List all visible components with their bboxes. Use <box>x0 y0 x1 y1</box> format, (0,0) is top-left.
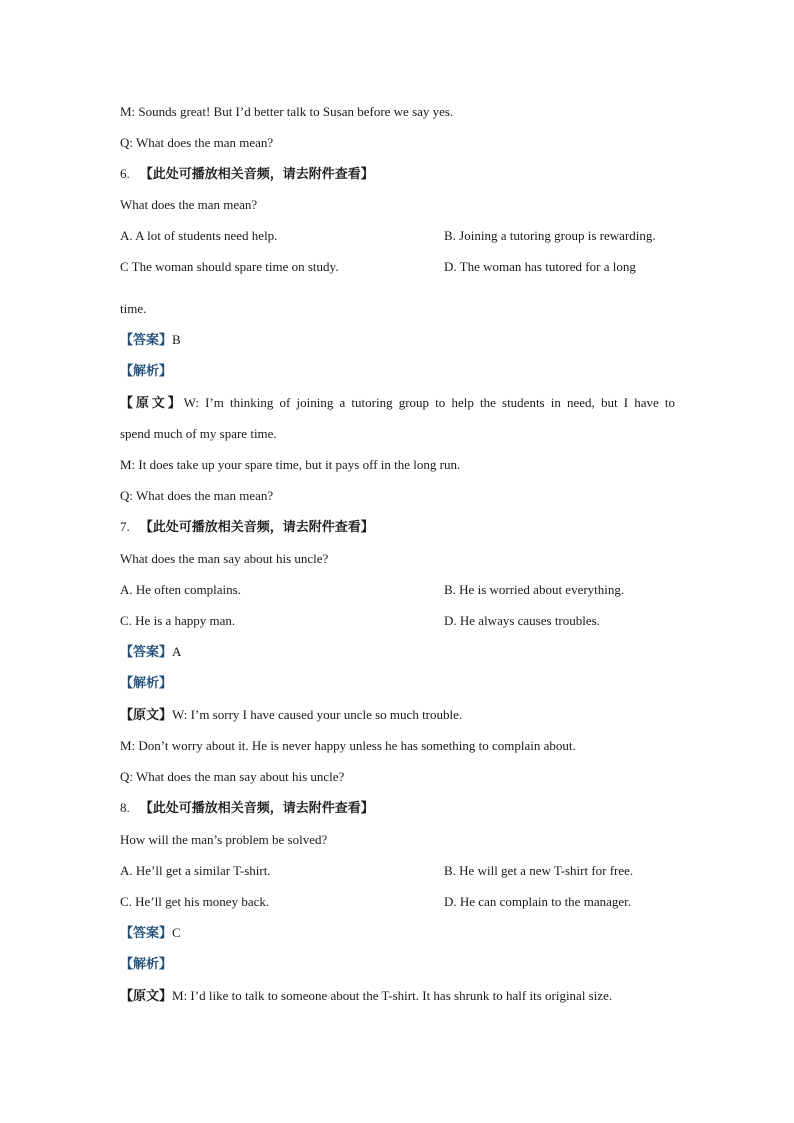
original-text: M: I’d like to talk to someone about the T-shirt. It has shrunk to half its original size. <box>172 988 613 1003</box>
q6-option-a: A. A lot of students need help. <box>120 228 278 243</box>
q7-option-d: D. He always causes troubles. <box>444 613 600 628</box>
q8-answer <box>120 925 181 942</box>
q7-option-b: B. He is worried about everything. <box>444 582 625 597</box>
answer-value: B <box>172 332 181 347</box>
q7-stem: What does the man say about his uncle? <box>120 551 329 566</box>
dialogue-line: M: Sounds great! But I’d better talk to Susan before we say yes. <box>120 104 454 119</box>
original-text-tag: 【原文】 <box>120 396 184 411</box>
q8-analysis <box>120 956 172 973</box>
q8-option-a: A. He’ll get a similar T-shirt. <box>120 863 271 878</box>
q6-option-d: D. The woman has tutored for a long <box>444 259 636 274</box>
analysis-tag: 【解析】 <box>120 957 173 972</box>
answer-tag: 【答案】 <box>120 333 173 348</box>
q6-man-line: M: It does take up your spare time, but it pays off in the long run. <box>120 457 461 472</box>
audio-placeholder: 【此处可播放相关音频，请去附件查看】 <box>139 167 374 182</box>
answer-value: C <box>172 925 181 940</box>
q8-original-1 <box>120 988 612 1005</box>
q7-original-1 <box>120 707 462 724</box>
analysis-tag: 【解析】 <box>120 364 173 379</box>
q7-answer <box>120 644 181 661</box>
q6-header <box>120 166 374 183</box>
q6-option-b: B. Joining a tutoring group is rewarding. <box>444 228 656 243</box>
q7-option-a: A. He often complains. <box>120 582 241 597</box>
q7-man-line: M: Don’t worry about it. He is never happy unless he has something to complain about. <box>120 738 576 753</box>
audio-placeholder: 【此处可播放相关音频，请去附件查看】 <box>139 520 374 535</box>
q6-original-2: spend much of my spare time. <box>120 426 277 441</box>
q7-question-line: Q: What does the man say about his uncle? <box>120 769 345 784</box>
q7-header <box>120 519 374 536</box>
audio-placeholder: 【此处可播放相关音频，请去附件查看】 <box>139 801 374 816</box>
original-text: W: I’m thinking of joining a tutoring group to help the students in need, but I have to <box>183 395 675 410</box>
question-number: 7. <box>120 519 130 534</box>
original-text: W: I’m sorry I have caused your uncle so much trouble. <box>172 707 463 722</box>
answer-value: A <box>172 644 182 659</box>
q7-option-c: C. He is a happy man. <box>120 613 236 628</box>
q6-option-c: C The woman should spare time on study. <box>120 259 339 274</box>
answer-tag: 【答案】 <box>120 645 173 660</box>
q6-analysis <box>120 363 172 380</box>
original-text-tag: 【原文】 <box>120 989 173 1004</box>
analysis-tag: 【解析】 <box>120 676 173 691</box>
q8-stem: How will the man’s problem be solved? <box>120 832 328 847</box>
q6-stem: What does the man mean? <box>120 197 258 212</box>
question-number: 6. <box>120 166 130 181</box>
question-line: Q: What does the man mean? <box>120 135 274 150</box>
question-number: 8. <box>120 800 130 815</box>
q7-analysis <box>120 675 172 692</box>
q6-answer <box>120 332 181 349</box>
q8-option-d: D. He can complain to the manager. <box>444 894 631 909</box>
q6-question-line: Q: What does the man mean? <box>120 488 274 503</box>
q8-header <box>120 800 374 817</box>
answer-tag: 【答案】 <box>120 926 173 941</box>
q6-original-1 <box>120 395 675 412</box>
original-text-tag: 【原文】 <box>120 708 173 723</box>
q8-option-c: C. He’ll get his money back. <box>120 894 270 909</box>
q6-option-d-continued: time. <box>120 301 147 316</box>
q8-option-b: B. He will get a new T-shirt for free. <box>444 863 634 878</box>
